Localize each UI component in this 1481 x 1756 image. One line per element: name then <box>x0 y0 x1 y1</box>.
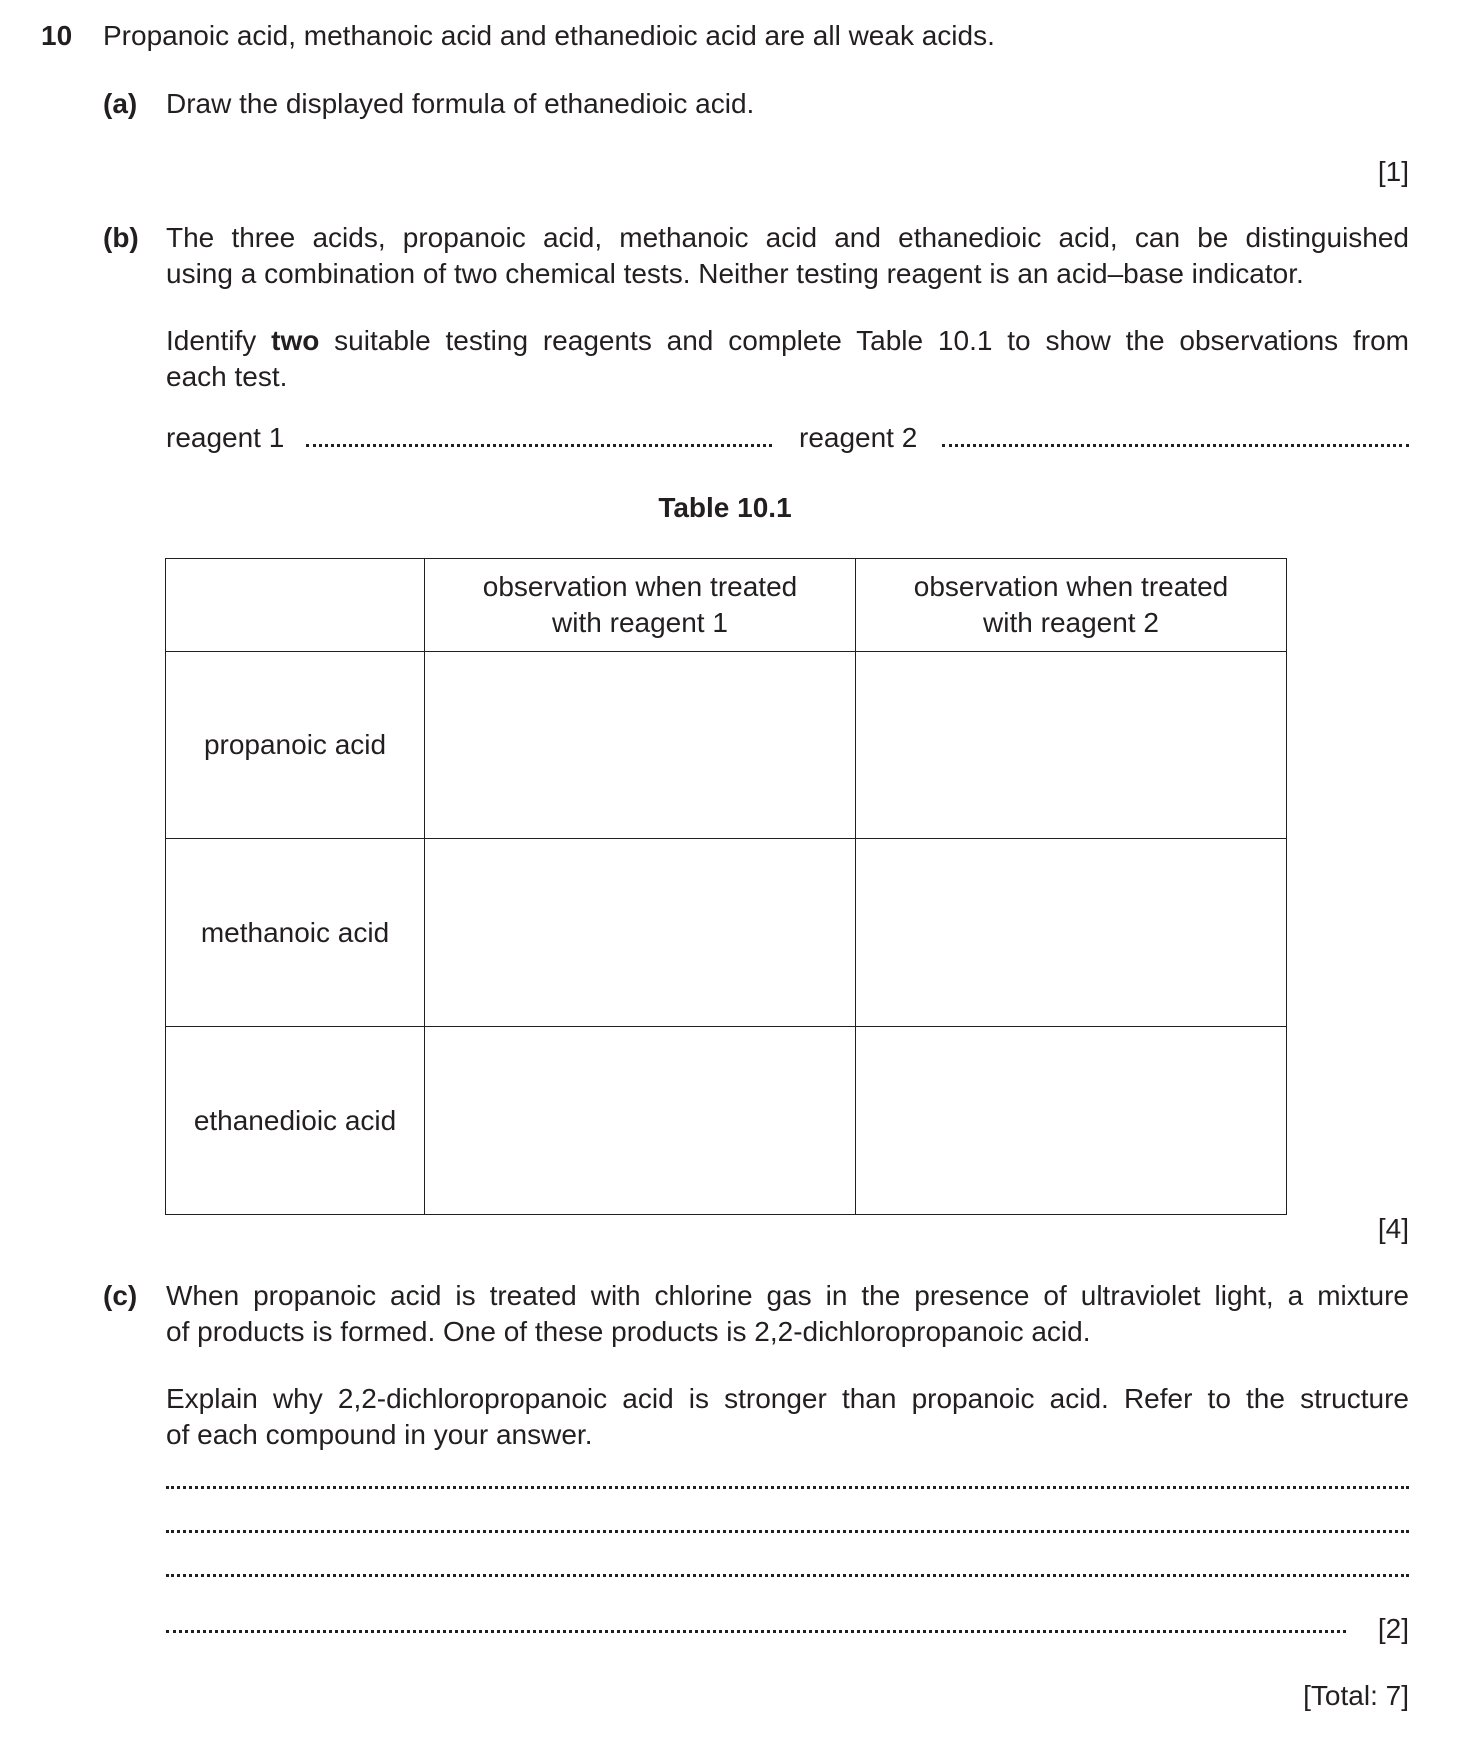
answer-line-1[interactable] <box>166 1486 1409 1489</box>
row-label-propanoic: propanoic acid <box>166 652 425 839</box>
table-row <box>166 1027 1287 1215</box>
answer-cell-methanoic-reagent1[interactable] <box>425 839 856 1027</box>
table-header-reagent2: observation when treated with reagent 2 <box>856 559 1287 652</box>
part-b-line2: using a combination of two chemical tests. Neither testing reagent is an acid–base indicator. <box>166 258 1304 289</box>
table-header-row <box>166 559 1287 652</box>
part-c-label: (c) <box>103 1280 138 1311</box>
reagent1-label: reagent 1 <box>166 422 285 453</box>
part-a-text: Draw the displayed formula of ethanedioic acid. <box>166 88 755 119</box>
reagent1-answer-line[interactable] <box>306 444 772 447</box>
row-label-methanoic: methanoic acid <box>166 839 425 1027</box>
question-intro: Propanoic acid, methanoic acid and ethanedioic acid are all weak acids. <box>103 20 995 51</box>
observation-table <box>165 558 1287 1215</box>
part-c-line3: Explain why 2,2-dichloropropanoic acid is stronger than propanoic acid. Refer to the structure <box>166 1383 1409 1414</box>
answer-cell-ethanedioic-reagent1[interactable] <box>425 1027 856 1215</box>
part-c-line2: of products is formed. One of these products is 2,2-dichloropropanoic acid. <box>166 1316 1091 1347</box>
answer-cell-ethanedioic-reagent2[interactable] <box>856 1027 1287 1215</box>
part-c-marks: [2] <box>1377 1613 1409 1644</box>
question-number: 10 <box>41 20 73 51</box>
part-b-instruction-line2: each test. <box>166 361 288 392</box>
table-header-blank <box>166 559 425 652</box>
total-marks: [Total: 7] <box>1303 1680 1409 1711</box>
part-b-line1: The three acids, propanoic acid, methanoic acid and ethanedioic acid, can be distinguished <box>166 222 1409 253</box>
part-b-marks: [4] <box>1377 1213 1409 1244</box>
emphasis-two: two <box>271 325 320 356</box>
answer-line-4[interactable] <box>166 1630 1346 1633</box>
answer-line-3[interactable] <box>166 1574 1409 1577</box>
row-label-ethanedioic: ethanedioic acid <box>166 1027 425 1215</box>
table-row <box>166 839 1287 1027</box>
table-header-reagent1: observation when treated with reagent 1 <box>425 559 856 652</box>
answer-line-2[interactable] <box>166 1530 1409 1533</box>
reagent2-answer-line[interactable] <box>942 444 1409 447</box>
table-row <box>166 652 1287 839</box>
part-c-line1: When propanoic acid is treated with chlorine gas in the presence of ultraviolet light, a mixture <box>166 1280 1409 1311</box>
part-b-instruction: Identify two suitable testing reagents and complete Table 10.1 to show the observations from <box>166 325 1410 356</box>
part-c-line4: of each compound in your answer. <box>166 1419 593 1450</box>
part-b-label: (b) <box>103 222 139 253</box>
reagent2-label: reagent 2 <box>799 422 918 453</box>
part-a-marks: [1] <box>1377 156 1409 187</box>
table-caption: Table 10.1 <box>658 492 792 523</box>
part-a-label: (a) <box>103 88 138 119</box>
answer-cell-methanoic-reagent2[interactable] <box>856 839 1287 1027</box>
answer-cell-propanoic-reagent2[interactable] <box>856 652 1287 839</box>
answer-cell-propanoic-reagent1[interactable] <box>425 652 856 839</box>
